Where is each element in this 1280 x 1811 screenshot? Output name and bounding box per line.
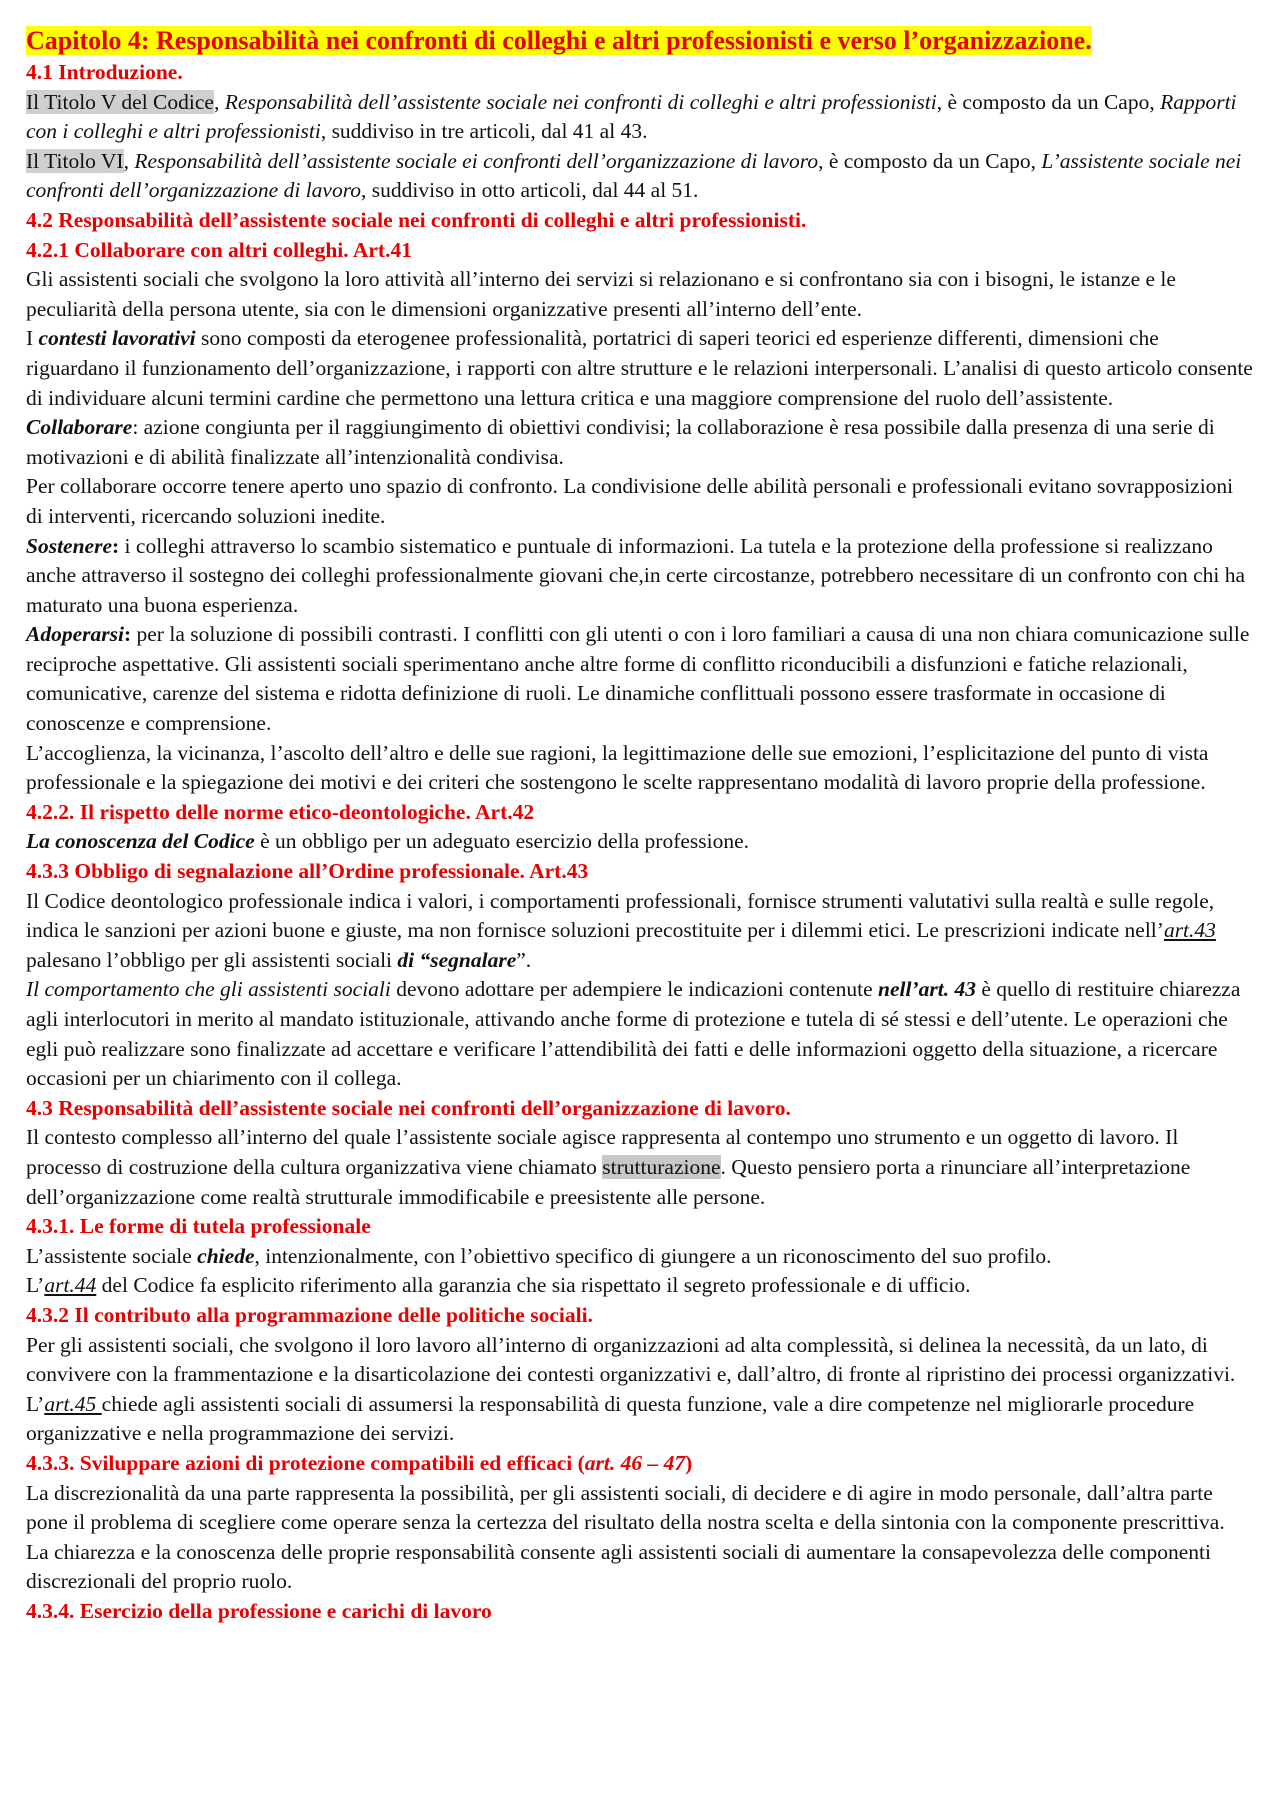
subsection-heading-4-3-3: 4.3.3. Sviluppare azioni di protezione compatibili ed efficaci (art. 46 – 47) [26, 1450, 693, 1475]
chapter-title: Capitolo 4: Responsabilità nei confronti di colleghi e altri professionisti e verso l’organizzazione. [26, 26, 1092, 55]
paragraph: La chiarezza e la conoscenza delle proprie responsabilità consente agli assistenti sociali di aumentare la consapevolezza delle componenti discrezionali del proprio ruolo. [26, 1539, 1211, 1594]
highlight-strutturazione: strutturazione [602, 1154, 721, 1179]
subsection-heading-4-3-4: 4.3.4. Esercizio della professione e carichi di lavoro [26, 1598, 492, 1623]
section-heading-4-3: 4.3 Responsabilità dell’assistente sociale nei confronti dell’organizzazione di lavoro. [26, 1095, 791, 1120]
paragraph: Gli assistenti sociali che svolgono la loro attività all’interno dei servizi si relazionano e si confrontano sia con i bisogni, le istanze e le peculiarità della persona utente, sia con le dimensioni organizzative presenti all’interno dell’ente. [26, 267, 1176, 321]
art-45-link: art.45 [44, 1391, 102, 1416]
paragraph: Per gli assistenti sociali, che svolgono il loro lavoro all’interno di organizzazioni ad alta complessità, si delinea la necessità, da un lato, di convivere con la frammentazione e la disarticolazione dei contesti organizzativi e, dall’altro, di fronte al ripristino dei processi organizzativi. [26, 1332, 1236, 1387]
paragraph-titolo-vi: Il Titolo VI, Responsabilità dell’assistente sociale ei confronti dell’organizzazione di lavoro, è composto da un Capo, L’assistente sociale nei confronti dell’organizzazione di lavoro, suddiviso in otto articoli, dal 44 al 51. [26, 148, 1242, 203]
paragraph-titolo-v: Il Titolo V del Codice, Responsabilità dell’assistente sociale nei confronti di colleghi e altri professionisti, è composto da un Capo, Rapporti con i colleghi e altri professionisti, suddiviso in tre articoli, dal 41 al 43. [26, 89, 1237, 144]
paragraph: Collaborare: azione congiunta per il raggiungimento di obiettivi condivisi; la collaborazione è resa possibile dalla presenza di una serie di motivazioni e di abilità finalizzate all’intenzionalità condivisa. [26, 415, 1215, 469]
paragraph: La conoscenza del Codice è un obbligo per un adeguato esercizio della professione. [26, 829, 750, 854]
section-heading-4-2: 4.2 Responsabilità dell’assistente sociale nei confronti di colleghi e altri professionisti. [26, 207, 807, 232]
section-heading-4-1: 4.1 Introduzione. [26, 60, 183, 84]
paragraph: Adoperarsi: per la soluzione di possibili contrasti. I conflitti con gli utenti o con i loro familiari a causa di una non chiara comunicazione sulle reciproche aspettative. Gli assistenti sociali sperimentano anche altre forme di conflitto riconducibili a disfunzioni e fatiche relazionali, comunicative, carenze del sistema e ridotta definizione di ruoli. Le dinamiche conflittuali possono essere trasformate in occasione di conoscenze e comprensione. [26, 622, 1250, 736]
paragraph: I contesti lavorativi sono composti da eterogenee professionalità, portatrici di saperi teorici ed esperienze differenti, dimensioni che riguardano il funzionamento dell’organizzazione, i rapporti con altre strutture e le relazioni interpersonali. L’analisi di questo articolo consente di individuare alcuni termini cardine che permettono una lettura critica e una maggiore comprensione del ruolo dell’assistente. [26, 326, 1253, 410]
art-44-link: art.44 [44, 1273, 97, 1298]
highlight-titolo-vi: Il Titolo VI [26, 148, 124, 173]
paragraph: Per collaborare occorre tenere aperto uno spazio di confronto. La condivisione delle abilità personali e professionali evitano sovrapposizioni di interventi, ricercando soluzioni inedite. [26, 474, 1234, 528]
subsection-heading-4-2-2: 4.2.2. Il rispetto delle norme etico-deontologiche. Art.42 [26, 799, 535, 824]
subsection-heading-4-3-1: 4.3.1. Le forme di tutela professionale [26, 1214, 371, 1239]
paragraph: Sostenere: i colleghi attraverso lo scambio sistematico e puntuale di informazioni. La tutela e la protezione della professione si realizzano anche attraverso il sostegno dei colleghi professionalmente giovani che,in certe circostanze, potrebbero necessitare di un confronto con chi ha maturato una buona esperienza. [26, 533, 1246, 617]
paragraph: Il Codice deontologico professionale indica i valori, i comportamenti professionali, fornisce strumenti valutativi sulla realtà e sulle regole, indica le sanzioni per azioni buone e giuste, ma non fornisce soluzioni precostituite per i dilemmi etici. Le prescrizioni indicate nell’art.43 palesano l’obbligo per gli assistenti sociali di “segnalare”. [26, 888, 1216, 972]
paragraph: Il comportamento che gli assistenti sociali devono adottare per adempiere le indicazioni contenute nell’art. 43 è quello di restituire chiarezza agli interlocutori in merito al mandato istituzionale, attivando anche forme di protezione e tutela di sé stessi e dell’utente. Le operazioni che egli può realizzare sono finalizzate ad accettare e verificare l’attendibilità dei fatti e delle informazioni oggetto della situazione, a ricercare occasioni per un chiarimento con il collega. [26, 977, 1241, 1091]
paragraph: L’accoglienza, la vicinanza, l’ascolto dell’altro e delle sue ragioni, la legittimazione delle sue emozioni, l’esplicitazione del punto di vista professionale e la spiegazione dei motivi e dei criteri che sostengono le scelte rappresentano modalità di lavoro proprie della professione. [26, 740, 1209, 795]
paragraph: L’art.45 chiede agli assistenti sociali di assumersi la responsabilità di questa funzione, vale a dire competenze nel migliorarle procedure organizzative e nella programmazione dei servizi. [26, 1391, 1195, 1446]
subsection-heading-4-3-3-art43: 4.3.3 Obbligo di segnalazione all’Ordine professionale. Art.43 [26, 859, 589, 884]
paragraph: Il contesto complesso all’interno del quale l’assistente sociale agisce rappresenta al contempo uno strumento e un oggetto di lavoro. Il processo di costruzione della cultura organizzativa viene chiamato strutturazione. Questo pensiero porta a rinunciare all’interpretazione dell’organizzazione come realtà strutturale immodificabile e preesistente alle persone. [26, 1125, 1191, 1209]
highlight-titolo-v: Il Titolo V del Codice [26, 89, 214, 114]
subsection-heading-4-2-1: 4.2.1 Collaborare con altri colleghi. Art.41 [26, 237, 412, 262]
paragraph: La discrezionalità da una parte rappresenta la possibilità, per gli assistenti sociali, di decidere e di agire in modo personale, dall’altra parte pone il problema di scegliere come operare senza la certezza del risultato della nostra scelta e della sintonia con la componente prescrittiva. [26, 1480, 1225, 1535]
art-43-link: art.43 [1163, 918, 1216, 943]
paragraph: L’assistente sociale chiede, intenzionalmente, con l’obiettivo specifico di giungere a un riconoscimento del suo profilo. [26, 1243, 1052, 1268]
chapter-title-line [26, 24, 1254, 58]
subsection-heading-4-3-2: 4.3.2 Il contributo alla programmazione delle politiche sociali. [26, 1302, 593, 1327]
paragraph: L’art.44 del Codice fa esplicito riferimento alla garanzia che sia rispettato il segreto professionale e di ufficio. [26, 1273, 971, 1298]
